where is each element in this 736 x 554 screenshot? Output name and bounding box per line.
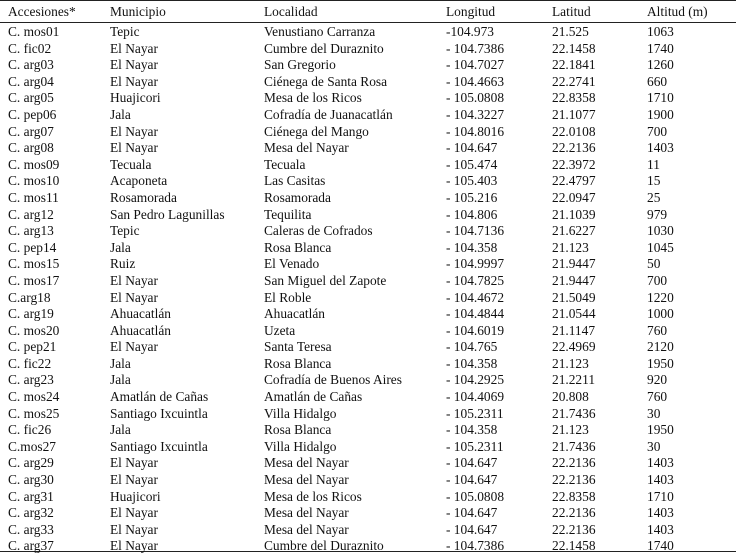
cell-accesion: C. arg05 — [8, 90, 54, 106]
cell-accesion: C. fic26 — [8, 422, 52, 438]
cell-altitud: 1950 — [647, 355, 674, 371]
cell-altitud: 1403 — [647, 455, 674, 471]
cell-municipio: Ahuacatlán — [110, 306, 171, 322]
cell-longitud: - 104.647 — [446, 455, 498, 471]
cell-localidad: Cofradía de Juanacatlán — [264, 106, 393, 122]
cell-localidad: Rosa Blanca — [264, 355, 332, 371]
cell-accesion: C. arg31 — [8, 488, 54, 504]
cell-longitud: - 104.4069 — [446, 389, 505, 405]
cell-longitud: - 104.647 — [446, 140, 498, 156]
cell-altitud: 25 — [647, 189, 661, 205]
cell-accesion: C. arg32 — [8, 505, 54, 521]
table-row — [0, 139, 736, 156]
cell-altitud: 979 — [647, 206, 668, 222]
cell-municipio: El Nayar — [110, 339, 158, 355]
table-row — [0, 222, 736, 239]
cell-altitud: 700 — [647, 272, 668, 288]
table-row — [0, 189, 736, 206]
cell-accesion: C. arg19 — [8, 306, 54, 322]
cell-longitud: - 104.7386 — [446, 40, 505, 56]
cell-localidad: Mesa de los Ricos — [264, 90, 362, 106]
table-row — [0, 355, 736, 372]
cell-longitud: - 104.9997 — [446, 256, 505, 272]
cell-localidad: Caleras de Cofrados — [264, 223, 373, 239]
cell-longitud: - 105.0808 — [446, 90, 505, 106]
cell-municipio: El Nayar — [110, 472, 158, 488]
cell-latitud: 21.2211 — [552, 372, 596, 388]
cell-municipio: Tecuala — [110, 156, 152, 172]
cell-localidad: Tecuala — [264, 156, 306, 172]
cell-latitud: 21.1147 — [552, 322, 596, 338]
cell-accesion: C. fic02 — [8, 40, 52, 56]
cell-municipio: El Nayar — [110, 455, 158, 471]
cell-accesion: C. mos17 — [8, 272, 60, 288]
cell-accesion: C. mos24 — [8, 389, 60, 405]
cell-altitud: 1740 — [647, 40, 674, 56]
cell-municipio: Tepic — [110, 223, 140, 239]
cell-altitud: 1045 — [647, 239, 674, 255]
cell-accesion: C. arg13 — [8, 223, 54, 239]
cell-altitud: 1030 — [647, 223, 674, 239]
cell-latitud: 21.0544 — [552, 306, 596, 322]
cell-latitud: 22.2741 — [552, 73, 596, 89]
cell-localidad: Tequilita — [264, 206, 312, 222]
cell-localidad: Mesa del Nayar — [264, 472, 349, 488]
cell-latitud: 21.123 — [552, 355, 589, 371]
cell-altitud: 1220 — [647, 289, 674, 305]
cell-municipio: Jala — [110, 422, 131, 438]
header-localidad: Localidad — [264, 4, 318, 19]
table-row — [0, 272, 736, 289]
table-row — [0, 123, 736, 140]
cell-accesion: C. mos25 — [8, 405, 60, 421]
cell-accesion: C.arg18 — [8, 289, 51, 305]
cell-longitud: - 104.4663 — [446, 73, 505, 89]
cell-latitud: 21.7436 — [552, 405, 596, 421]
table-row — [0, 255, 736, 272]
cell-altitud: 1403 — [647, 472, 674, 488]
table-row — [0, 322, 736, 339]
cell-latitud: 22.8358 — [552, 90, 596, 106]
cell-localidad: El Roble — [264, 289, 312, 305]
cell-municipio: Santiago Ixcuintla — [110, 438, 208, 454]
cell-municipio: Amatlán de Cañas — [110, 389, 209, 405]
table-row — [0, 305, 736, 322]
cell-altitud: 660 — [647, 73, 668, 89]
cell-altitud: 11 — [647, 156, 660, 172]
cell-localidad: San Miguel del Zapote — [264, 272, 387, 288]
cell-latitud: 22.1458 — [552, 538, 596, 554]
table-row — [0, 421, 736, 438]
header-municipio: Municipio — [110, 4, 166, 19]
table-row — [0, 471, 736, 488]
cell-municipio: Jala — [110, 106, 131, 122]
cell-latitud: 21.1039 — [552, 206, 596, 222]
cell-localidad: Ciénega de Santa Rosa — [264, 73, 388, 89]
cell-altitud: 1403 — [647, 505, 674, 521]
cell-longitud: - 104.8016 — [446, 123, 505, 139]
cell-localidad: Rosa Blanca — [264, 239, 332, 255]
cell-municipio: Jala — [110, 355, 131, 371]
table-row — [0, 172, 736, 189]
cell-accesion: C. arg07 — [8, 123, 54, 139]
cell-latitud: 22.4797 — [552, 173, 596, 189]
cell-longitud: - 105.474 — [446, 156, 498, 172]
cell-latitud: 22.1458 — [552, 40, 596, 56]
cell-localidad: Amatlán de Cañas — [264, 389, 363, 405]
cell-accesion: C. mos11 — [8, 189, 59, 205]
cell-longitud: -104.973 — [446, 24, 494, 39]
cell-localidad: Cumbre del Duraznito — [264, 40, 384, 56]
cell-accesion: C. mos09 — [8, 156, 60, 172]
cell-accesion: C. mos15 — [8, 256, 60, 272]
cell-municipio: El Nayar — [110, 40, 158, 56]
cell-altitud: 1063 — [647, 24, 674, 39]
table-row — [0, 488, 736, 505]
cell-latitud: 22.0108 — [552, 123, 596, 139]
table-row — [0, 438, 736, 455]
cell-accesion: C. arg30 — [8, 472, 54, 488]
cell-latitud: 22.8358 — [552, 488, 596, 504]
cell-altitud: 1403 — [647, 521, 674, 537]
cell-municipio: Acaponeta — [110, 173, 168, 189]
cell-accesion: C. mos10 — [8, 173, 60, 189]
cell-altitud: 30 — [647, 438, 661, 454]
cell-latitud: 21.1077 — [552, 106, 596, 122]
cell-accesion: C. arg03 — [8, 57, 54, 73]
cell-municipio: El Nayar — [110, 521, 158, 537]
cell-latitud: 21.5049 — [552, 289, 596, 305]
table-row — [0, 106, 736, 123]
table-row — [0, 504, 736, 521]
cell-latitud: 22.2136 — [552, 505, 596, 521]
cell-localidad: Ciénega del Mango — [264, 123, 369, 139]
cell-altitud: 760 — [647, 322, 668, 338]
cell-municipio: El Nayar — [110, 289, 158, 305]
cell-longitud: - 104.7825 — [446, 272, 505, 288]
cell-longitud: - 104.806 — [446, 206, 498, 222]
cell-accesion: C. mos01 — [8, 24, 60, 39]
table-row — [0, 289, 736, 306]
cell-longitud: - 104.4844 — [446, 306, 505, 322]
cell-longitud: - 104.358 — [446, 239, 498, 255]
table-row — [0, 521, 736, 538]
table-row — [0, 23, 736, 40]
cell-longitud: - 104.647 — [446, 505, 498, 521]
cell-longitud: - 105.2311 — [446, 405, 504, 421]
cell-municipio: El Nayar — [110, 73, 158, 89]
table-row — [0, 537, 736, 554]
cell-localidad: Mesa del Nayar — [264, 521, 349, 537]
table-row — [0, 405, 736, 422]
cell-longitud: - 104.647 — [446, 472, 498, 488]
cell-municipio: El Nayar — [110, 538, 158, 554]
cell-localidad: El Venado — [264, 256, 320, 272]
cell-altitud: 50 — [647, 256, 661, 272]
cell-municipio: El Nayar — [110, 505, 158, 521]
cell-longitud: - 105.2311 — [446, 438, 504, 454]
table-row — [0, 388, 736, 405]
header-latitud: Latitud — [552, 4, 591, 19]
cell-localidad: Uzeta — [264, 322, 296, 338]
cell-altitud: 1403 — [647, 140, 674, 156]
cell-accesion: C. arg08 — [8, 140, 54, 156]
table-row — [0, 40, 736, 57]
cell-altitud: 2120 — [647, 339, 674, 355]
cell-localidad: Rosamorada — [264, 189, 331, 205]
cell-accesion: C. pep14 — [8, 239, 57, 255]
cell-latitud: 22.1841 — [552, 57, 596, 73]
cell-municipio: Tepic — [110, 24, 140, 39]
cell-accesion: C. arg33 — [8, 521, 54, 537]
cell-altitud: 1260 — [647, 57, 674, 73]
cell-altitud: 1950 — [647, 422, 674, 438]
cell-localidad: Mesa del Nayar — [264, 505, 349, 521]
table-row — [0, 454, 736, 471]
cell-accesion: C. arg04 — [8, 73, 54, 89]
cell-localidad: Villa Hidalgo — [264, 438, 337, 454]
cell-latitud: 22.2136 — [552, 472, 596, 488]
cell-localidad: San Gregorio — [264, 57, 336, 73]
header-accesiones: Accesiones* — [8, 4, 76, 19]
cell-longitud: - 104.358 — [446, 422, 498, 438]
cell-localidad: Ahuacatlán — [264, 306, 325, 322]
cell-longitud: - 104.647 — [446, 521, 498, 537]
cell-longitud: - 104.4672 — [446, 289, 505, 305]
cell-localidad: Las Casitas — [264, 173, 326, 189]
header-altitud: Altitud (m) — [647, 4, 708, 19]
cell-accesion: C.mos27 — [8, 438, 56, 454]
cell-altitud: 15 — [647, 173, 661, 189]
cell-municipio: Santiago Ixcuintla — [110, 405, 208, 421]
table-header — [0, 0, 736, 23]
cell-municipio: Jala — [110, 239, 131, 255]
cell-altitud: 1740 — [647, 538, 674, 554]
cell-municipio: Huajicori — [110, 488, 161, 504]
cell-latitud: 21.6227 — [552, 223, 596, 239]
table-row — [0, 73, 736, 90]
cell-accesion: C. pep21 — [8, 339, 57, 355]
cell-localidad: Villa Hidalgo — [264, 405, 337, 421]
cell-latitud: 20.808 — [552, 389, 589, 405]
cell-localidad: Cumbre del Duraznito — [264, 538, 384, 554]
cell-longitud: - 104.3227 — [446, 106, 505, 122]
cell-municipio: Jala — [110, 372, 131, 388]
cell-latitud: 21.123 — [552, 239, 589, 255]
cell-accesion: C. pep06 — [8, 106, 57, 122]
cell-latitud: 21.9447 — [552, 256, 596, 272]
cell-altitud: 1900 — [647, 106, 674, 122]
cell-accesion: C. arg29 — [8, 455, 54, 471]
cell-municipio: El Nayar — [110, 57, 158, 73]
cell-municipio: Ruiz — [110, 256, 136, 272]
cell-longitud: - 104.2925 — [446, 372, 505, 388]
cell-latitud: 21.525 — [552, 24, 589, 39]
table-row — [0, 206, 736, 223]
cell-altitud: 1000 — [647, 306, 674, 322]
cell-altitud: 1710 — [647, 90, 674, 106]
cell-latitud: 21.123 — [552, 422, 589, 438]
cell-latitud: 22.2136 — [552, 455, 596, 471]
cell-municipio: Huajicori — [110, 90, 161, 106]
cell-municipio: El Nayar — [110, 272, 158, 288]
cell-longitud: - 104.7136 — [446, 223, 505, 239]
cell-accesion: C. mos20 — [8, 322, 60, 338]
cell-localidad: Mesa de los Ricos — [264, 488, 362, 504]
cell-municipio: El Nayar — [110, 123, 158, 139]
cell-localidad: Mesa del Nayar — [264, 140, 349, 156]
cell-latitud: 22.3972 — [552, 156, 596, 172]
cell-municipio: San Pedro Lagunillas — [110, 206, 225, 222]
cell-altitud: 700 — [647, 123, 668, 139]
table-row — [0, 338, 736, 355]
header-longitud: Longitud — [446, 4, 496, 19]
cell-altitud: 920 — [647, 372, 668, 388]
table-row — [0, 56, 736, 73]
cell-localidad: Santa Teresa — [264, 339, 332, 355]
cell-longitud: - 105.216 — [446, 189, 498, 205]
cell-latitud: 21.9447 — [552, 272, 596, 288]
cell-longitud: - 104.765 — [446, 339, 498, 355]
cell-latitud: 22.0947 — [552, 189, 596, 205]
table-row — [0, 156, 736, 173]
cell-longitud: - 104.7027 — [446, 57, 505, 73]
table-row — [0, 239, 736, 256]
table-row — [0, 371, 736, 388]
cell-longitud: - 105.403 — [446, 173, 498, 189]
cell-altitud: 760 — [647, 389, 668, 405]
table-body — [0, 23, 736, 554]
cell-municipio: Ahuacatlán — [110, 322, 171, 338]
cell-accesion: C. fic22 — [8, 355, 52, 371]
cell-latitud: 22.2136 — [552, 521, 596, 537]
cell-municipio: El Nayar — [110, 140, 158, 156]
cell-latitud: 21.7436 — [552, 438, 596, 454]
cell-longitud: - 105.0808 — [446, 488, 505, 504]
cell-localidad: Rosa Blanca — [264, 422, 332, 438]
cell-localidad: Mesa del Nayar — [264, 455, 349, 471]
cell-localidad: Cofradía de Buenos Aires — [264, 372, 402, 388]
cell-accesion: C. arg12 — [8, 206, 54, 222]
cell-accesion: C. arg37 — [8, 538, 54, 554]
cell-accesion: C. arg23 — [8, 372, 54, 388]
cell-altitud: 30 — [647, 405, 661, 421]
cell-longitud: - 104.7386 — [446, 538, 505, 554]
cell-longitud: - 104.358 — [446, 355, 498, 371]
cell-longitud: - 104.6019 — [446, 322, 505, 338]
header-row — [0, 0, 736, 23]
cell-altitud: 1710 — [647, 488, 674, 504]
cell-latitud: 22.2136 — [552, 140, 596, 156]
cell-municipio: Rosamorada — [110, 189, 177, 205]
table-row — [0, 89, 736, 106]
cell-localidad: Venustiano Carranza — [264, 24, 376, 39]
cell-latitud: 22.4969 — [552, 339, 596, 355]
